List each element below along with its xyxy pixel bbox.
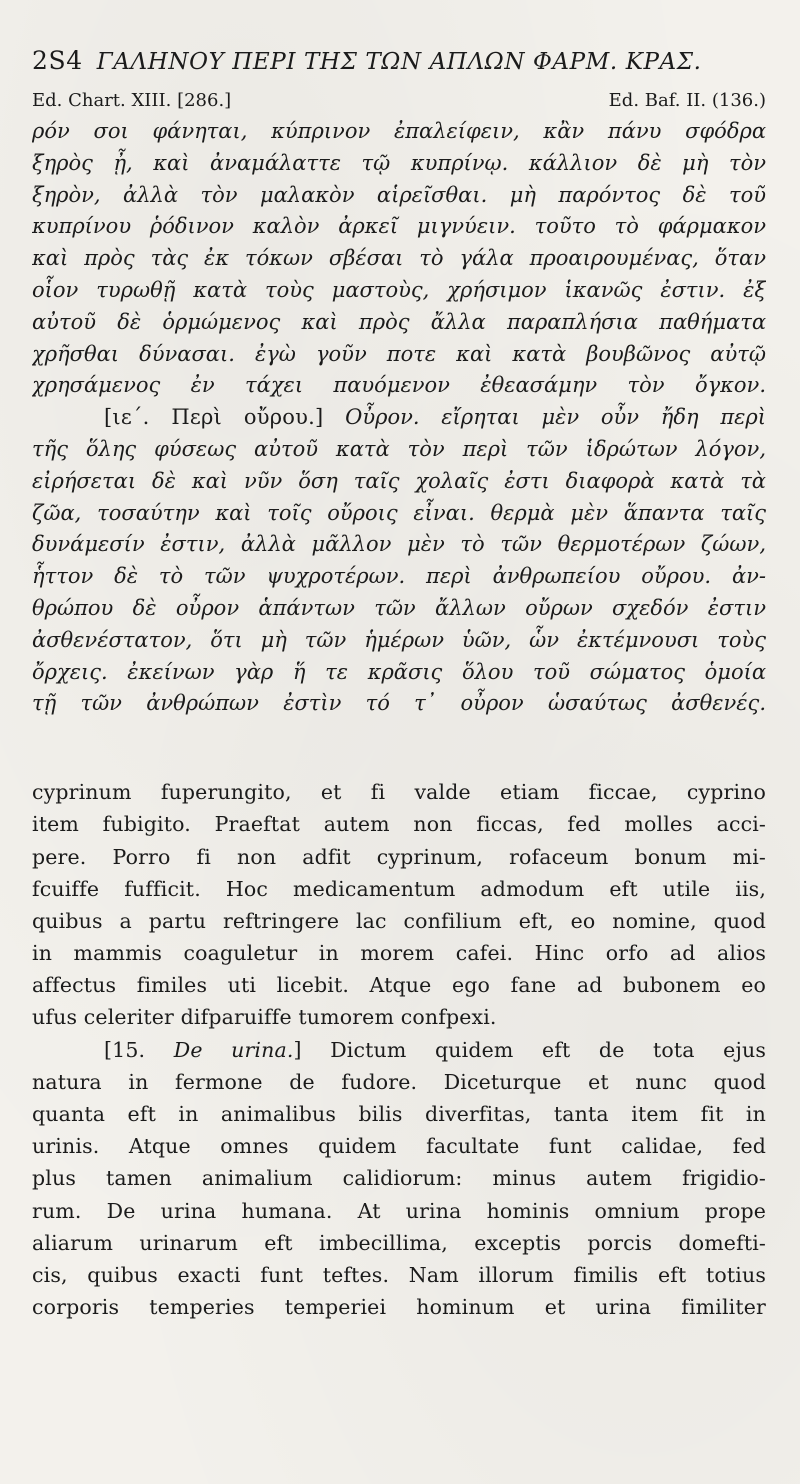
latin-line: quanta eft in animalibus bilis diverfitas, tanta item fit in bbox=[32, 1102, 766, 1127]
latin-line: pere. Porro fi non adfit cyprinum, rofaceum bonum mi- bbox=[32, 844, 766, 869]
latin-line: quibus a partu reftringere lac confilium eft, eo nomine, quod bbox=[32, 908, 766, 933]
greek-line: εἰρήσεται δὲ καὶ νῦν ὅση ταῖς χολαῖς ἐστι διαφορὰ κατὰ τὰ bbox=[32, 468, 766, 493]
greek-section-first-text: Οὖρον. εἴρηται μὲν οὖν ἤδη περὶ bbox=[345, 405, 766, 430]
greek-line: αὐτοῦ δὲ ὁρμώμενος καὶ πρὸς ἄλλα παραπλήσια παθήματα bbox=[32, 309, 766, 334]
greek-line: τῇ τῶν ἀνθρώπων ἐστὶν τό τ᾽ οὖρον ὡσαύτως ἀσθενές. bbox=[32, 691, 766, 716]
greek-line: δυνάμεσίν ἐστιν, ἀλλὰ μᾶλλον μὲν τὸ τῶν θερμοτέρων ζώων, bbox=[32, 532, 766, 557]
greek-line: καὶ πρὸς τὰς ἐκ τόκων σβέσαι τὸ γάλα προαιρουμένας, ὅταν bbox=[32, 246, 766, 271]
latin-section-title: De urina. bbox=[173, 1037, 294, 1062]
greek-line: τῆς ὅλης φύσεως αὐτοῦ κατὰ τὸν περὶ τῶν ἱδρώτων λόγον, bbox=[32, 436, 766, 461]
greek-line: οἷον τυρωθῇ κατὰ τοὺς μαστοὺς, χρήσιμον ἱκανῶς ἐστιν. ἐξ bbox=[32, 277, 766, 302]
greek-line: ξηρὸν, ἀλλὰ τὸν μαλακὸν αἱρεῖσθαι. μὴ παρόντος δὲ τοῦ bbox=[32, 182, 766, 207]
latin-line: aliarum urinarum eft imbecillima, exceptis porcis domefti- bbox=[32, 1230, 766, 1255]
greek-line: χρησάμενος ἐν τάχει παυόμενον ἐθεασάμην τὸν ὄγκον. bbox=[32, 373, 766, 398]
latin-line: urinis. Atque omnes quidem facultate funt calidae, fed bbox=[32, 1134, 766, 1159]
greek-section-first-line bbox=[32, 402, 766, 434]
greek-line: ἀσθενέστατον, ὅτι μὴ τῶν ἡμέρων ὑῶν, ὧν ἐκτέμνουσι τοὺς bbox=[32, 627, 766, 652]
latin-section-heading bbox=[104, 1038, 302, 1062]
edition-reference-line bbox=[32, 92, 766, 110]
latin-section-bracket-open: [15. bbox=[104, 1037, 174, 1062]
running-head bbox=[32, 48, 766, 74]
latin-line: cis, quibus exacti funt teftes. Nam illorum fimilis eft totius bbox=[32, 1262, 766, 1287]
greek-section-heading: [ιε΄. Περὶ οὔρου.] bbox=[104, 405, 324, 430]
greek-line: ξηρὸς ᾖ, καὶ ἀναμάλαττε τῷ κυπρίνῳ. κάλλιον δὲ μὴ τὸν bbox=[32, 150, 766, 175]
latin-line: cyprinum fuperungito, et fi valde etiam ficcae, cyprino bbox=[32, 780, 766, 805]
greek-line: κυπρίνου ῥόδινον καλὸν ἀρκεῖ μιγνύειν. τοῦτο τὸ φάρμακον bbox=[32, 214, 766, 239]
edition-reference-left: Ed. Chart. XIII. [286.] bbox=[32, 90, 232, 111]
latin-line: corporis temperies temperiei hominum et urina fimiliter bbox=[32, 1295, 766, 1320]
latin-line: ufus celeriter difparuiffe tumorem confpexi. bbox=[32, 1005, 497, 1030]
latin-line: in mammis coaguletur in morem cafei. Hinc orfo ad alios bbox=[32, 941, 766, 966]
greek-line: ζῶα, τοσαύτην καὶ τοῖς οὔροις εἶναι. θερμὰ μὲν ἅπαντα ταῖς bbox=[32, 500, 766, 525]
latin-section-first-text: Dictum quidem eft de tota ejus bbox=[330, 1037, 766, 1062]
latin-text-block bbox=[32, 776, 766, 1323]
latin-line: affectus fimiles uti licebit. Atque ego fane ad bubonem eo bbox=[32, 973, 766, 998]
greek-line: θρώπου δὲ οὖρον ἁπάντων τῶν ἄλλων οὔρων σχεδόν ἐστιν bbox=[32, 595, 766, 620]
greek-line: ρόν σοι φάνηται, κύπρινον ἐπαλείφειν, κἂν πάνυ σφόδρα bbox=[32, 119, 766, 143]
latin-line: rum. De urina humana. At urina hominis omnium prope bbox=[32, 1198, 766, 1223]
latin-line: plus tamen animalium calidiorum: minus autem frigidio- bbox=[32, 1166, 766, 1191]
latin-line: item fubigito. Praeftat autem non ficcas, fed molles acci- bbox=[32, 812, 766, 837]
latin-line: natura in fermone de fudore. Diceturque et nunc quod bbox=[32, 1069, 766, 1094]
running-title: ΓΑΛΗΝΟΥ ΠΕΡΙ ΤΗΣ ΤΩΝ ΑΠΛΩΝ ΦΑΡΜ. ΚΡΑΣ. bbox=[96, 49, 702, 75]
latin-section-first-line bbox=[32, 1034, 766, 1066]
edition-reference-right: Ed. Baf. II. (136.) bbox=[608, 90, 766, 111]
greek-line: χρῆσθαι δύνασαι. ἐγὼ γοῦν ποτε καὶ κατὰ βουβῶνος αὐτῷ bbox=[32, 341, 766, 366]
greek-text-block bbox=[32, 116, 766, 720]
greek-line: ὄρχεις. ἐκείνων γὰρ ἥ τε κρᾶσις ὅλου τοῦ σώματος ὁμοία bbox=[32, 659, 766, 684]
latin-section-bracket-close: ] bbox=[293, 1037, 302, 1062]
page-number: 2S4 bbox=[32, 46, 83, 75]
block-separator bbox=[32, 720, 766, 776]
greek-line: ἧττον δὲ τὸ τῶν ψυχροτέρων. περὶ ἀνθρωπείου οὔρου. ἀν- bbox=[32, 564, 766, 589]
latin-line: fcuiffe fufficit. Hoc medicamentum admodum eft utile iis, bbox=[32, 876, 766, 901]
